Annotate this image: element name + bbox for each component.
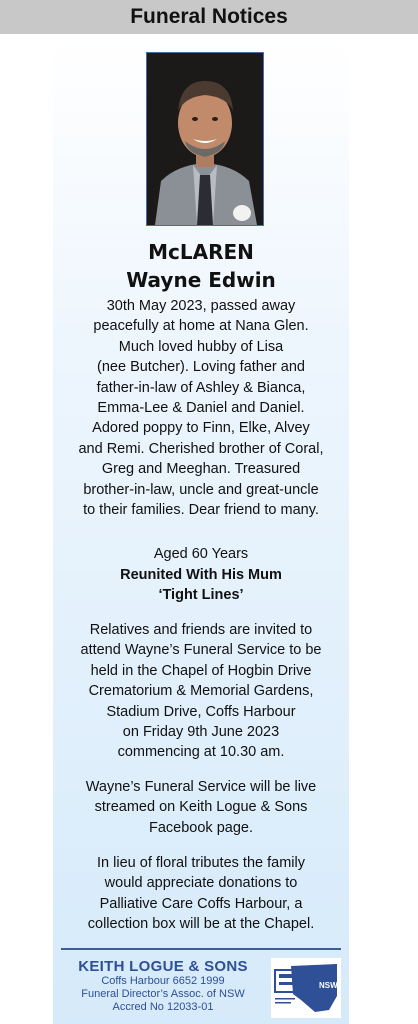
portrait-illustration bbox=[147, 53, 263, 225]
funeral-director-name: KEITH LOGUE & SONS bbox=[78, 958, 248, 975]
body-line: Greg and Meeghan. Treasured bbox=[101, 461, 301, 478]
donation-line: In lieu of floral tributes the family bbox=[97, 855, 305, 871]
donation-note bbox=[53, 853, 349, 935]
notice-body bbox=[53, 296, 349, 520]
age-text: Aged 60 Years bbox=[153, 546, 249, 562]
section-header bbox=[0, 0, 418, 34]
service-line: on Friday 9th June 2023 bbox=[122, 724, 280, 741]
funeral-director-phone: Coffs Harbour 6652 1999 bbox=[101, 975, 225, 987]
body-line: peacefully at home at Nana Glen. bbox=[93, 318, 309, 335]
service-line: attend Wayne’s Funeral Service to be bbox=[80, 642, 322, 659]
body-line: brother-in-law, uncle and great-uncle bbox=[83, 481, 319, 498]
service-line: Crematorium & Memorial Gardens, bbox=[88, 683, 314, 700]
section-title: Funeral Notices bbox=[130, 5, 288, 28]
funeral-notice-card bbox=[53, 38, 349, 1024]
footer-divider bbox=[61, 948, 341, 950]
service-line: held in the Chapel of Hogbin Drive bbox=[90, 662, 312, 679]
body-line: Adored poppy to Finn, Elke, Alvey bbox=[92, 420, 310, 437]
stream-line: Facebook page. bbox=[149, 819, 253, 836]
stream-line: streamed on Keith Logue & Sons bbox=[94, 799, 308, 816]
service-line: Stadium Drive, Coffs Harbour bbox=[106, 703, 296, 720]
tribute-line: ‘Tight Lines’ bbox=[158, 587, 244, 604]
body-line: and Remi. Cherished brother of Coral, bbox=[78, 440, 324, 457]
body-line: Emma-Lee & Daniel and Daniel. bbox=[97, 400, 305, 417]
stream-line: Wayne’s Funeral Service will be live bbox=[85, 779, 317, 795]
deceased-given-names: Wayne Edwin bbox=[126, 268, 276, 292]
funeral-director-block bbox=[63, 958, 263, 1014]
funeral-director-association: Funeral Director’s Assoc. of NSW bbox=[81, 988, 245, 1000]
donation-line: would appreciate donations to bbox=[104, 875, 298, 892]
logo-text: NSW bbox=[319, 981, 338, 990]
body-line: 30th May 2023, passed away bbox=[106, 298, 296, 314]
body-line: to their families. Dear friend to many. bbox=[83, 502, 319, 519]
deceased-surname: McLAREN bbox=[148, 240, 254, 264]
funeral-director-accreditation: Accred No 12033-01 bbox=[112, 1001, 214, 1013]
body-line: Much loved hubby of Lisa bbox=[118, 338, 284, 355]
service-details bbox=[53, 620, 349, 763]
service-line: commencing at 10.30 am. bbox=[117, 744, 285, 761]
tribute-lines bbox=[53, 565, 349, 606]
donation-line: collection box will be at the Chapel. bbox=[87, 916, 315, 933]
fda-nsw-logo-icon bbox=[271, 958, 341, 1018]
portrait-photo bbox=[146, 52, 264, 226]
body-line: father-in-law of Ashley & Bianca, bbox=[96, 379, 306, 396]
body-line: (nee Butcher). Loving father and bbox=[97, 359, 305, 376]
service-line: Relatives and friends are invited to bbox=[89, 622, 313, 638]
age-line bbox=[53, 544, 349, 564]
donation-line: Palliative Care Coffs Harbour, a bbox=[99, 895, 303, 912]
livestream-note bbox=[53, 777, 349, 838]
tribute-line: Reunited With His Mum bbox=[120, 567, 282, 583]
